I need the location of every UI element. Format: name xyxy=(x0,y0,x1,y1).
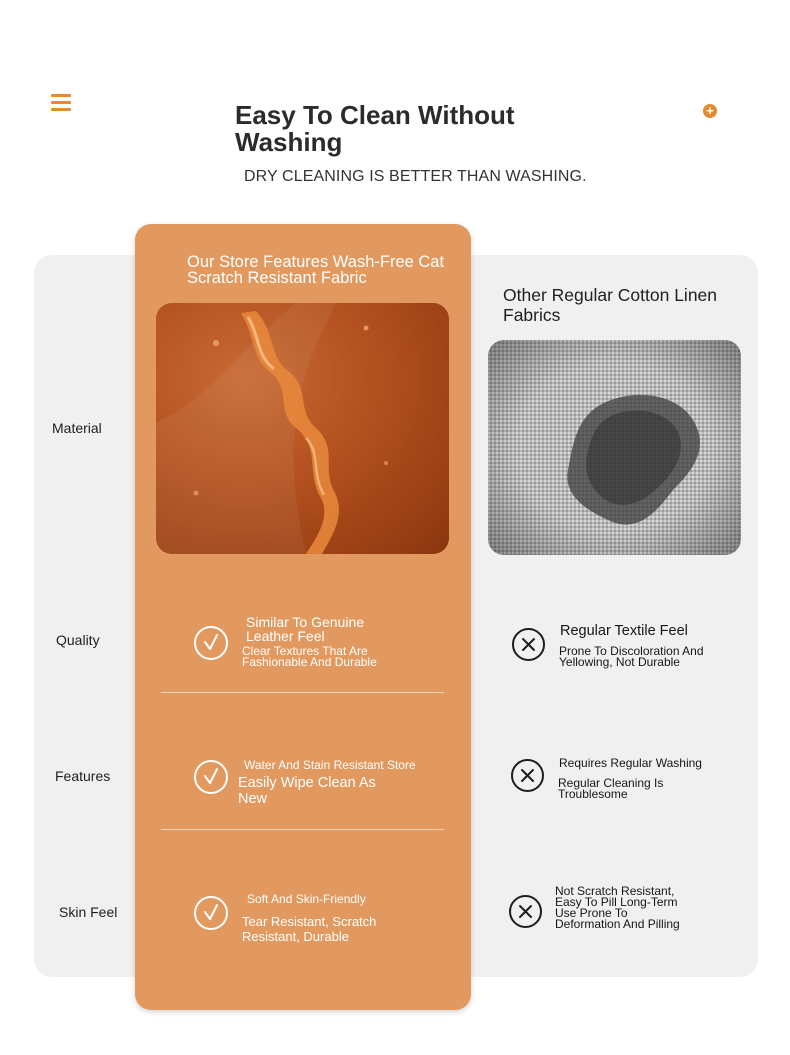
page-subtitle: DRY CLEANING IS BETTER THAN WASHING. xyxy=(244,168,587,185)
menu-icon[interactable] xyxy=(51,94,71,111)
divider xyxy=(161,692,444,693)
our-features-desc: Easily Wipe Clean As New xyxy=(238,775,376,807)
check-circle-icon xyxy=(194,896,228,930)
row-label-material: Material xyxy=(52,420,102,436)
page-title: Easy To Clean Without Washing xyxy=(235,100,515,157)
check-circle-icon xyxy=(194,760,228,794)
check-circle-icon xyxy=(194,626,228,660)
other-quality-desc: Prone To Discoloration And Yellowing, Not Durable xyxy=(559,644,704,669)
other-quality-title: Regular Textile Feel xyxy=(560,623,688,639)
x-circle-icon xyxy=(509,895,542,928)
row-label-features: Features xyxy=(55,768,111,784)
our-skin-title: Soft And Skin-Friendly xyxy=(247,892,366,906)
row-label-skin-feel: Skin Feel xyxy=(59,904,118,920)
plus-circle-icon[interactable]: + xyxy=(703,104,717,118)
our-features-title: Water And Stain Resistant Store xyxy=(244,758,416,772)
other-fabric-heading: Other Regular Cotton Linen Fabrics xyxy=(503,285,718,325)
x-circle-icon xyxy=(512,628,545,661)
other-skin-desc: Not Scratch Resistant, Easy To Pill Long-Term Use Prone To Deformation And Pilling xyxy=(555,884,680,931)
x-circle-icon xyxy=(511,759,544,792)
other-features-title: Requires Regular Washing xyxy=(559,756,702,770)
our-quality-title: Similar To Genuine Leather Feel xyxy=(246,614,365,644)
our-skin-desc: Tear Resistant, Scratch Resistant, Durable xyxy=(242,914,377,944)
our-fabric-heading: Our Store Features Wash-Free Cat Scratch Resistant Fabric xyxy=(187,253,445,287)
divider xyxy=(161,829,444,830)
leather-water-image xyxy=(156,303,449,554)
our-fabric-card xyxy=(135,224,471,1010)
other-features-desc: Regular Cleaning Is Troublesome xyxy=(558,776,664,801)
row-label-quality: Quality xyxy=(56,632,100,648)
our-quality-desc: Clear Textures That Are Fashionable And Durable xyxy=(242,644,377,669)
stained-fabric-image xyxy=(488,340,741,555)
